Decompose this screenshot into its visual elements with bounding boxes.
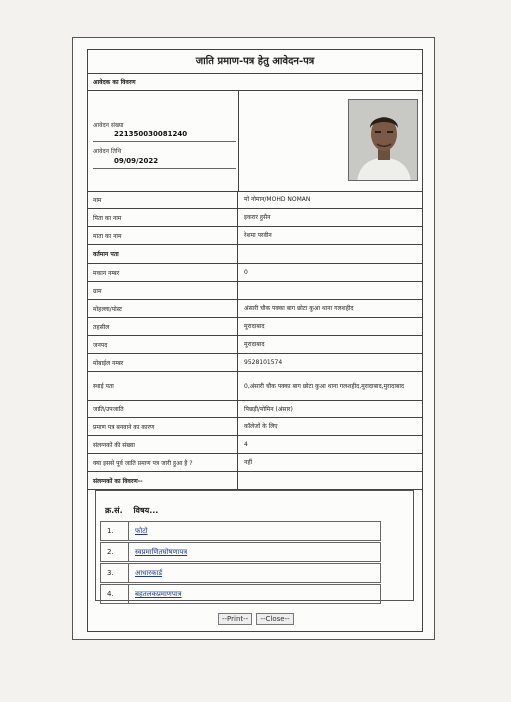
detail-label: वर्तमान पता (88, 245, 238, 263)
application-date-label: आवेदन तिथि (93, 148, 122, 155)
detail-row (88, 245, 422, 264)
application-number-label: आवेदन संख्या (93, 122, 124, 129)
detail-label: प्रमाण पत्र बनवाने का कारण (88, 418, 238, 435)
detail-row (88, 436, 422, 454)
application-number-value: 221350030081240 (114, 130, 188, 138)
detail-row (88, 354, 422, 372)
attachment-row (100, 584, 381, 604)
detail-row (88, 318, 422, 336)
detail-label: माता का नाम (88, 227, 238, 244)
detail-value (238, 472, 422, 489)
detail-row (88, 300, 422, 318)
detail-label: मकान नम्बर (88, 264, 238, 281)
detail-row (88, 209, 422, 227)
action-buttons (218, 613, 296, 625)
application-date-value: 09/09/2022 (114, 157, 159, 165)
detail-value: मुरादाबाद (244, 323, 265, 330)
detail-value: इकरार हुसैन (244, 214, 271, 221)
detail-row (88, 454, 422, 472)
detail-label: मोबाईल नम्बर (88, 354, 238, 371)
divider (93, 141, 236, 142)
photo-box (238, 91, 422, 192)
attachment-row (100, 563, 381, 583)
attachment-row (100, 521, 381, 541)
detail-row (88, 418, 422, 436)
detail-value (238, 282, 422, 299)
attachment-link[interactable]: फोटो (135, 527, 148, 535)
detail-value: 9528101574 (244, 359, 283, 366)
form-title: जाति प्रमाण-पत्र हेतु आवेदन-पत्र (88, 50, 422, 74)
detail-value: नहीं (244, 459, 253, 466)
detail-value: अंसारी चौक पक्का बाग छोटा कुआ थाना गलशहीद (244, 305, 354, 312)
attachment-serial: 2. (101, 543, 129, 561)
attachment-serial: 3. (101, 564, 129, 582)
detail-value: 4 (244, 441, 248, 448)
divider (93, 168, 236, 169)
detail-row (88, 191, 422, 209)
attachments-header (105, 505, 158, 516)
attachment-row (100, 542, 381, 562)
detail-row (88, 227, 422, 245)
detail-label: संलग्नकों की संख्या (88, 436, 238, 453)
detail-label: पिता का नाम (88, 209, 238, 226)
detail-label: क्या इससे पूर्व जाति प्रमाण पत्र जारी हुआ है ? (88, 454, 238, 471)
col-serial-header: क्र.सं. (105, 506, 123, 515)
detail-value: मो नोमान/MOHD NOMAN (244, 196, 311, 203)
detail-value: रेशमा परवीन (244, 232, 272, 239)
detail-value: पिछड़ी/मोमिन (अंसार) (244, 405, 293, 413)
attachments-table (95, 490, 414, 601)
print-button[interactable]: --Print-- (218, 613, 252, 625)
attachment-serial: 1. (101, 522, 129, 540)
detail-row (88, 472, 422, 490)
detail-label: संलग्नकों का विवरण-- (88, 472, 238, 489)
attachment-serial: 4. (101, 585, 129, 603)
detail-label: मोहल्ला/पोस्ट (88, 300, 238, 317)
detail-label: ग्राम (88, 282, 238, 299)
section-applicant-heading: आवेदक का विवरण (88, 74, 422, 91)
detail-row (88, 372, 422, 401)
detail-row (88, 282, 422, 300)
detail-row (88, 264, 422, 282)
col-subject-header: विषय... (133, 506, 159, 515)
applicant-photo (348, 99, 418, 181)
detail-label: जनपद (88, 336, 238, 353)
detail-row (88, 401, 422, 418)
detail-value: मुरादाबाद (244, 341, 265, 348)
detail-label: तहसील (88, 318, 238, 335)
detail-label: स्थाई पता (88, 372, 238, 400)
detail-value: 0 (244, 269, 248, 276)
application-info-box (88, 91, 239, 192)
detail-label: नाम (88, 191, 238, 208)
detail-label: जाति/उपजाति (88, 401, 238, 417)
detail-row (88, 336, 422, 354)
attachment-link[interactable]: बहतलकप्रमाणपात्र (135, 590, 182, 598)
attachment-link[interactable]: आधारकार्ड (135, 569, 163, 577)
attachment-link[interactable]: स्वप्रमाणितघोषणापत्र (135, 548, 188, 556)
application-form (87, 49, 423, 632)
detail-value (238, 245, 422, 263)
detail-value: 0,अंसारी चौक पक्का बाग छोटा कुआ थाना गलशहीद,मुरादाबाद,मुरादाबाद (244, 382, 405, 390)
detail-value: कॉलेजों के लिए (244, 423, 278, 430)
close-button[interactable]: --Close-- (256, 613, 293, 625)
